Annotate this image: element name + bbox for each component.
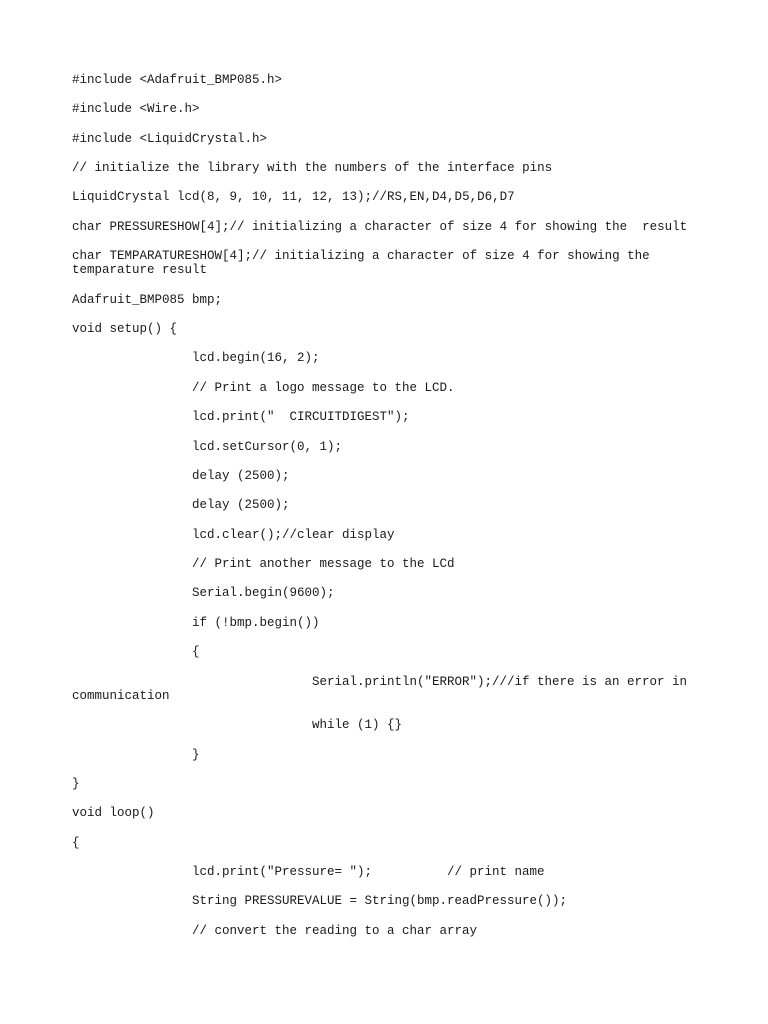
code-line-comment-convert: // convert the reading to a char array — [192, 924, 478, 938]
code-line-loop-start: void loop() — [72, 806, 155, 820]
code-line-open-brace-loop: { — [72, 836, 80, 850]
code-line-pressureshow: char PRESSURESHOW[4];// initializing a character of size 4 for showing the result — [72, 220, 688, 234]
code-line-include-bmp085: #include <Adafruit_BMP085.h> — [72, 73, 283, 87]
code-line-serial-println-error: Serial.println("ERROR");///if there is an error in — [312, 675, 688, 689]
code-line-delay-1: delay (2500); — [192, 469, 290, 483]
code-line-comment-another-message: // Print another message to the LCd — [192, 557, 455, 571]
code-line-lcd-print-logo: lcd.print(" CIRCUITDIGEST"); — [192, 410, 410, 424]
code-line-include-liquidcrystal: #include <LiquidCrystal.h> — [72, 132, 268, 146]
code-line-while-loop: while (1) {} — [312, 718, 403, 732]
code-line-open-brace-if: { — [192, 645, 200, 659]
code-line-lcd-clear: lcd.clear();//clear display — [192, 528, 395, 542]
code-line-include-wire: #include <Wire.h> — [72, 102, 200, 116]
code-line-setup-start: void setup() { — [72, 322, 178, 336]
code-line-temparatureshow-continued: temparature result — [72, 263, 208, 277]
code-line-lcd-print-pressure: lcd.print("Pressure= "); // print name — [192, 865, 545, 879]
code-line-lcd-setcursor: lcd.setCursor(0, 1); — [192, 440, 343, 454]
code-line-if-bmp-begin: if (!bmp.begin()) — [192, 616, 320, 630]
code-line-close-brace-setup: } — [72, 777, 80, 791]
code-line-lcd-begin: lcd.begin(16, 2); — [192, 351, 320, 365]
code-line-pressurevalue: String PRESSUREVALUE = String(bmp.readPressure()); — [192, 894, 568, 908]
code-line-lcd-declaration: LiquidCrystal lcd(8, 9, 10, 11, 12, 13);//RS,EN,D4,D5,D6,D7 — [72, 190, 515, 204]
code-line-bmp-declaration: Adafruit_BMP085 bmp; — [72, 293, 223, 307]
code-line-temparatureshow: char TEMPARATURESHOW[4];// initializing a character of size 4 for showing the — [72, 249, 650, 263]
code-line-comment-logo: // Print a logo message to the LCD. — [192, 381, 455, 395]
code-line-comment-init-library: // initialize the library with the numbers of the interface pins — [72, 161, 553, 175]
code-line-serial-begin: Serial.begin(9600); — [192, 586, 335, 600]
code-line-delay-2: delay (2500); — [192, 498, 290, 512]
code-line-close-brace-if: } — [192, 748, 200, 762]
code-line-serial-println-continued: communication — [72, 689, 170, 703]
